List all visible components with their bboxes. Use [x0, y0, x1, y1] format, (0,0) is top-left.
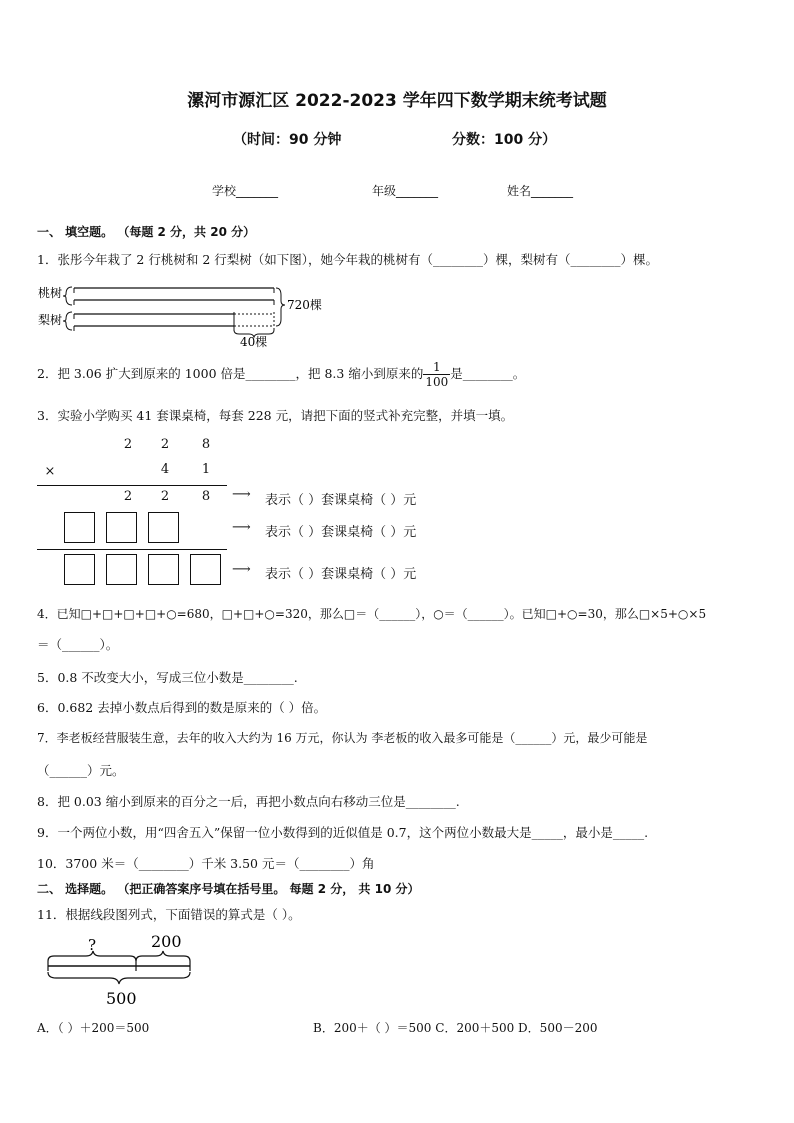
question-2: [37, 360, 525, 389]
question-5: 5．0.8 不改变大小，写成三位小数是________.: [37, 670, 298, 685]
q3-digit: 1: [201, 462, 211, 477]
q3-arrow-icon: ⟶: [232, 562, 251, 577]
q2-text-pre: 2．把 3.06 扩大到原来的 1000 倍是________，把 8.3 缩小到原来的: [37, 366, 424, 381]
q3-rule: [37, 485, 227, 486]
q3-explain-2: 表示（ ）套课桌椅（ ）元: [265, 525, 417, 540]
q2-fraction: [423, 360, 450, 389]
grade-field: 年级_______: [372, 184, 439, 198]
q11-segment-diagram: [44, 930, 204, 1012]
q11-label-500: 500: [106, 989, 137, 1008]
q3-digit: 2: [123, 489, 133, 504]
question-6: 6．0.682 去掉小数点后得到的数是原来的（ ）倍。: [37, 700, 327, 715]
q3-digit: 8: [201, 489, 211, 504]
question-4-line-2: ＝（______）。: [37, 637, 119, 652]
page-title: 漯河市源汇区 2022-2023 学年四下数学期末统考试题: [187, 91, 607, 111]
exam-score: 分数：100 分）: [452, 132, 557, 148]
q3-times-sign: ×: [44, 464, 56, 479]
school-field: 学校_______: [212, 184, 279, 198]
q3-answer-box[interactable]: [106, 512, 137, 543]
q11-options-bcd: B．200＋（ ）＝500 C．200＋500 D．500－200: [313, 1021, 598, 1035]
section-1-heading: 一、 填空题。 （每题 2 分，共 20 分）: [37, 225, 256, 239]
section-2-heading: 二、 选择题。 （把正确答案序号填在括号里。 每题 2 分， 共 10 分）: [37, 882, 420, 896]
question-7-line-1: 7．李老板经营服装生意，去年的收入大约为 16 万元，你认为 李老板的收入最多可能是（______）元，最少可能是: [37, 731, 648, 745]
q3-answer-box[interactable]: [106, 554, 137, 585]
q1-tree-diagram: [36, 283, 336, 348]
question-8: 8．把 0.03 缩小到原来的百分之一后，再把小数点向右移动三位是________.: [37, 794, 460, 809]
q3-answer-box[interactable]: [148, 554, 179, 585]
name-field: 姓名_______: [507, 184, 574, 198]
q3-explain-3: 表示（ ）套课桌椅（ ）元: [265, 567, 417, 582]
q1-label-peach: 桃树: [38, 286, 63, 300]
question-7-line-2: （______）元。: [37, 763, 125, 778]
q2-frac-num: 1: [423, 360, 450, 375]
question-3: 3．实验小学购买 41 套课桌椅，每套 228 元，请把下面的竖式补充完整，并填一填。: [37, 408, 514, 423]
q3-answer-box[interactable]: [148, 512, 179, 543]
q3-answer-box[interactable]: [190, 554, 221, 585]
question-11: 11．根据线段图列式，下面错误的算式是（ ）。: [37, 907, 301, 922]
q1-diff-label: 40棵: [240, 335, 268, 348]
q3-digit: 8: [201, 437, 211, 452]
q11-label-200: 200: [151, 932, 182, 951]
question-4-line-1: 4．已知□+□+□+□+○=680，□+□+○=320，那么□＝（______），○＝（______）。已知□+○=30，那么□×5+○×5: [37, 607, 707, 621]
question-10: 10．3700 米＝（________）千米 3.50 元＝（________）角: [37, 856, 375, 871]
q11-label-unknown: ?: [88, 936, 97, 954]
q1-label-pear: 梨树: [38, 313, 63, 327]
q1-total-label: 720棵: [287, 298, 322, 312]
q2-text-post: 是________。: [450, 366, 526, 381]
q3-digit: 2: [160, 437, 170, 452]
q3-answer-box[interactable]: [64, 554, 95, 585]
q3-explain-1: 表示（ ）套课桌椅（ ）元: [265, 493, 417, 508]
q3-arrow-icon: ⟶: [232, 487, 251, 502]
q3-digit: 2: [123, 437, 133, 452]
q11-option-a: A．（ ）＋200＝500: [37, 1021, 150, 1035]
question-1: 1．张彤今年栽了 2 行桃树和 2 行梨树（如下图），她今年栽的桃树有（________）棵，梨树有（________）棵。: [37, 252, 659, 267]
q3-digit: 2: [160, 489, 170, 504]
q2-frac-den: 100: [425, 375, 449, 389]
q3-answer-box[interactable]: [64, 512, 95, 543]
question-9: 9．一个两位小数，用“四舍五入”保留一位小数得到的近似值是 0.7，这个两位小数最大是_____，最小是_____.: [37, 825, 649, 840]
q3-rule: [37, 549, 227, 550]
exam-time: （时间：90 分钟: [233, 132, 342, 148]
q3-arrow-icon: ⟶: [232, 520, 251, 535]
q3-digit: 4: [160, 462, 170, 477]
